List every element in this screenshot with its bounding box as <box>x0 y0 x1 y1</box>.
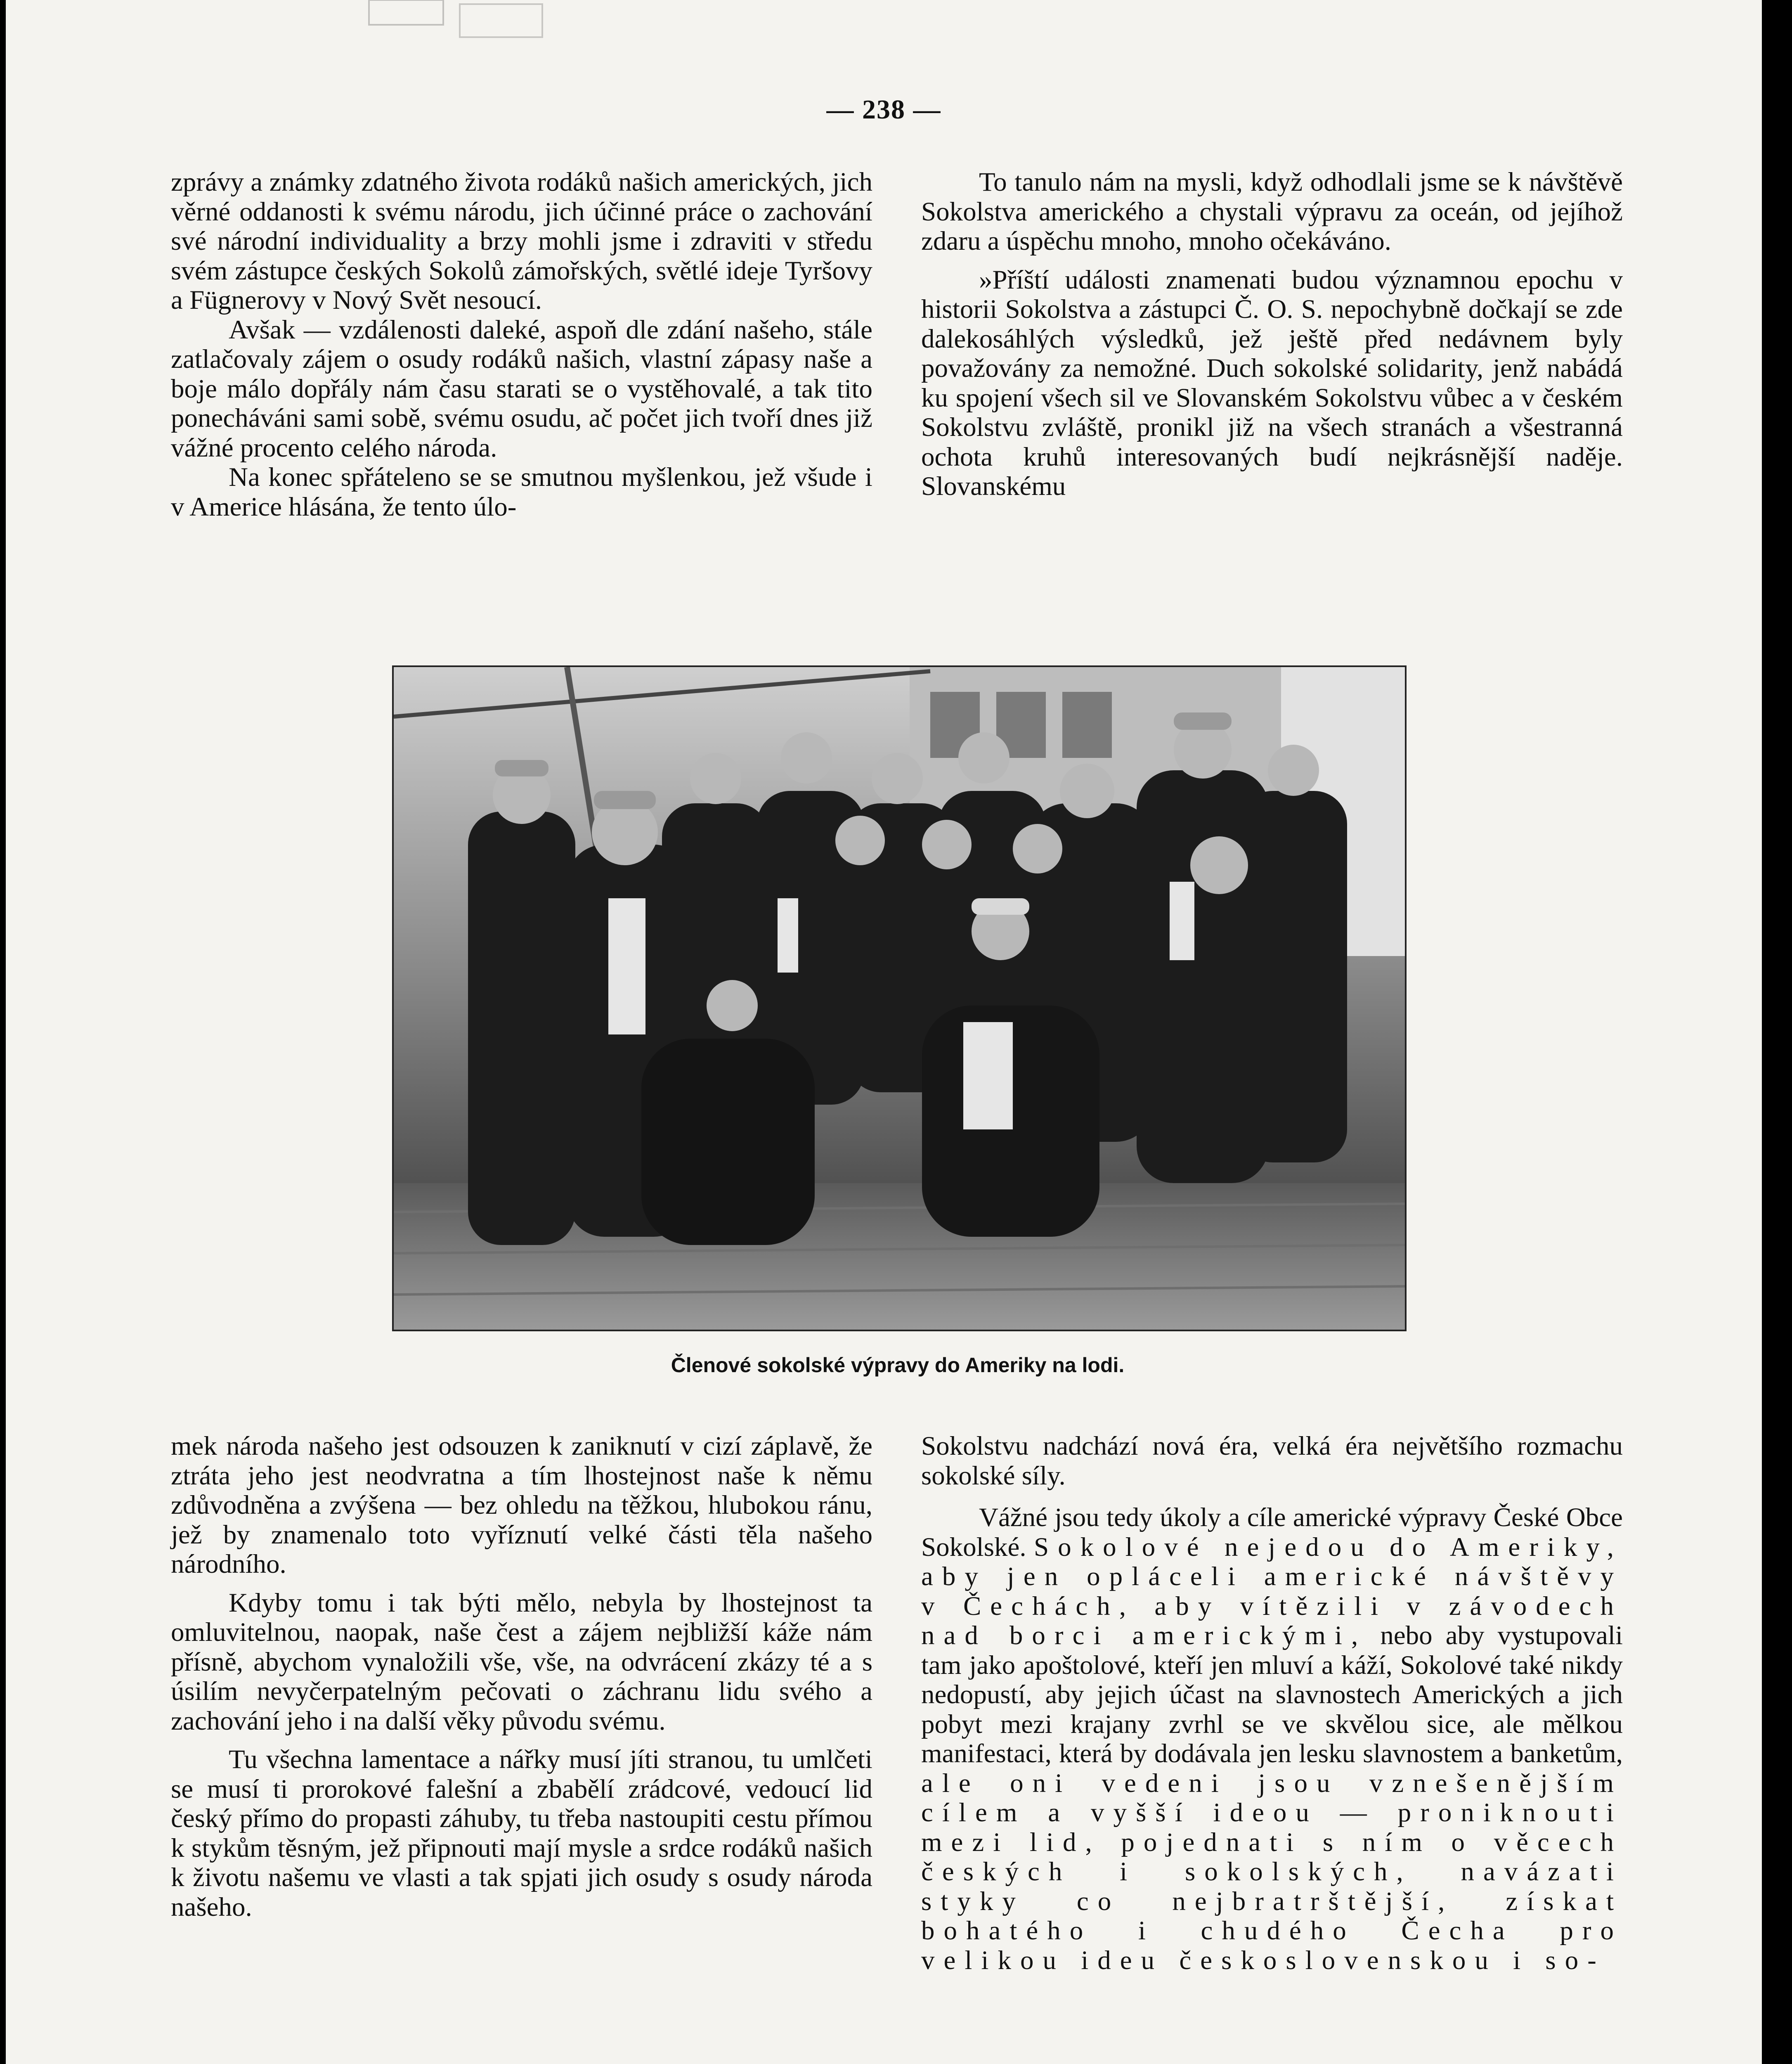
bottom-left-column <box>171 1432 872 1922</box>
group-photograph <box>392 665 1407 1331</box>
paragraph: Avšak — vzdálenosti daleké, aspoň dle zdání našeho, stále zatlačovaly zájem o osudy rodáků našich, vlastní zápasy naše a boje málo dopřály nám času starati se o vystěhovalé, a tak tito ponecháváni sami sobě, svému osudu, ač počet jich tvoří dnes již vážné procento celého národa. <box>171 315 872 463</box>
photo-caption: Členové sokolské výpravy do Ameriky na lodi. <box>671 1354 1125 1377</box>
paragraph: »Příští události znamenati budou významnou epochu v historii Sokolstva a zástupci Č. O. S. nepochybně dočkají se zde dalekosáhlých výsledků, jež ještě před nedávnem byly považovány za nemožné. Duch sokolské solidarity, jenž nabádá ku spojení všech sil ve Slovanském Sokolstvu vůbec a v českém Sokolstvu zvláště, pronikl již na všech stranách a všestranná ochota kruhů interesovaných budí nejkrásnější naděje. Slovanskému <box>921 265 1623 501</box>
paragraph: mek národa našeho jest odsouzen k zaniknutí v cizí záplavě, že ztráta jeho jest neodvratna a tím lhostejnost naše k němu zdůvodněna a zvýšena — bez ohledu na těžkou, hlubokou ránu, jež by znamenalo toto vyříznutí velké části těla našeho národního. <box>171 1431 872 1579</box>
photo-illustration <box>394 667 1405 1330</box>
page-edge-stain <box>361 0 559 45</box>
paragraph-intro: Vážné jsou tedy úkoly a cíle americké výpravy České Obce Sokolské. <box>921 1503 1623 1562</box>
top-left-column <box>171 168 872 522</box>
emphasized-text: ale oni vedeni jsou vznešenějším cílem a vyšší ideou — proniknouti mezi lid, pojednati s ním o věcech českých i sokolských, navázati styky co nejbratrštější, získat bohatého i chudého Čecha pro velikou ideu československou i so- <box>921 1768 1623 1975</box>
paragraph: Sokolstvu nadchází nová éra, velká éra největšího rozmachu sokolské síly. <box>921 1431 1623 1491</box>
paragraph: Tu všechna lamentace a nářky musí jíti stranou, tu umlčeti se musí ti prorokové falešní a zbabělí zrádcové, vedoucí lid český přímo do propasti záhuby, tu třeba nastoupiti cestu přímou k stykům těsným, jež připnouti mají mysle a srdce rodáků našich k životu našemu ve vlasti a tak spjati jich osudy s osudy národa našeho. <box>171 1744 872 1922</box>
paragraph: Kdyby tomu i tak býti mělo, nebyla by lhostejnost ta omluvitelnou, naopak, naše čest a zájem nejbližší káže nám přísně, abychom vynaložili vše, vše, na odvrácení zkázy té a s úsilím nevyčerpatelným pečovati o záchranu lidu svého a zachování jeho i na další věky původu svému. <box>171 1588 872 1736</box>
paragraph: zprávy a známky zdatného života rodáků našich amerických, jich věrné oddanosti k svému národu, jich účinné práce o zachování své národní individuality a brzy mohli jsme i zdraviti v středu svém zástupce českých Sokolů zámořských, světlé ideje Tyršovy a Fügnerovy v Nový Svět nesoucí. <box>171 167 872 315</box>
page-sheet <box>6 0 1762 2064</box>
paragraph: Na konec spřáteleno se se smutnou myšlenkou, jež všude i v Americe hlásána, že tento úlo- <box>171 462 872 522</box>
bottom-right-column <box>921 1432 1623 1975</box>
paragraph-text: nebo aby vystupovali tam jako apoštolové, kteří jen mluví a káží, Sokolové také nikdy nedopustí, aby jejich účast na slavnostech Amerických a jich pobyt mezi krajany zvrhl se ve skvělou sice, ale mělkou manifestaci, která by dodávala jen lesku slavnostem a banketům, <box>921 1621 1623 1768</box>
top-right-column <box>921 168 1623 502</box>
paragraph: To tanulo nám na mysli, když odhodlali jsme se k návštěvě Sokolstva amerického a chystali výpravu za oceán, od jejíhož zdaru a úspěchu mnoho, mnoho očekáváno. <box>921 167 1623 256</box>
emphasized-text: Sokolové nejedou do Ameriky, aby jen opláceli americké návštěvy v Čechách, aby vítězili v závodech nad borci americkými, <box>921 1532 1623 1650</box>
paragraph <box>921 1503 1623 1975</box>
page-number: — 238 — <box>826 95 941 125</box>
